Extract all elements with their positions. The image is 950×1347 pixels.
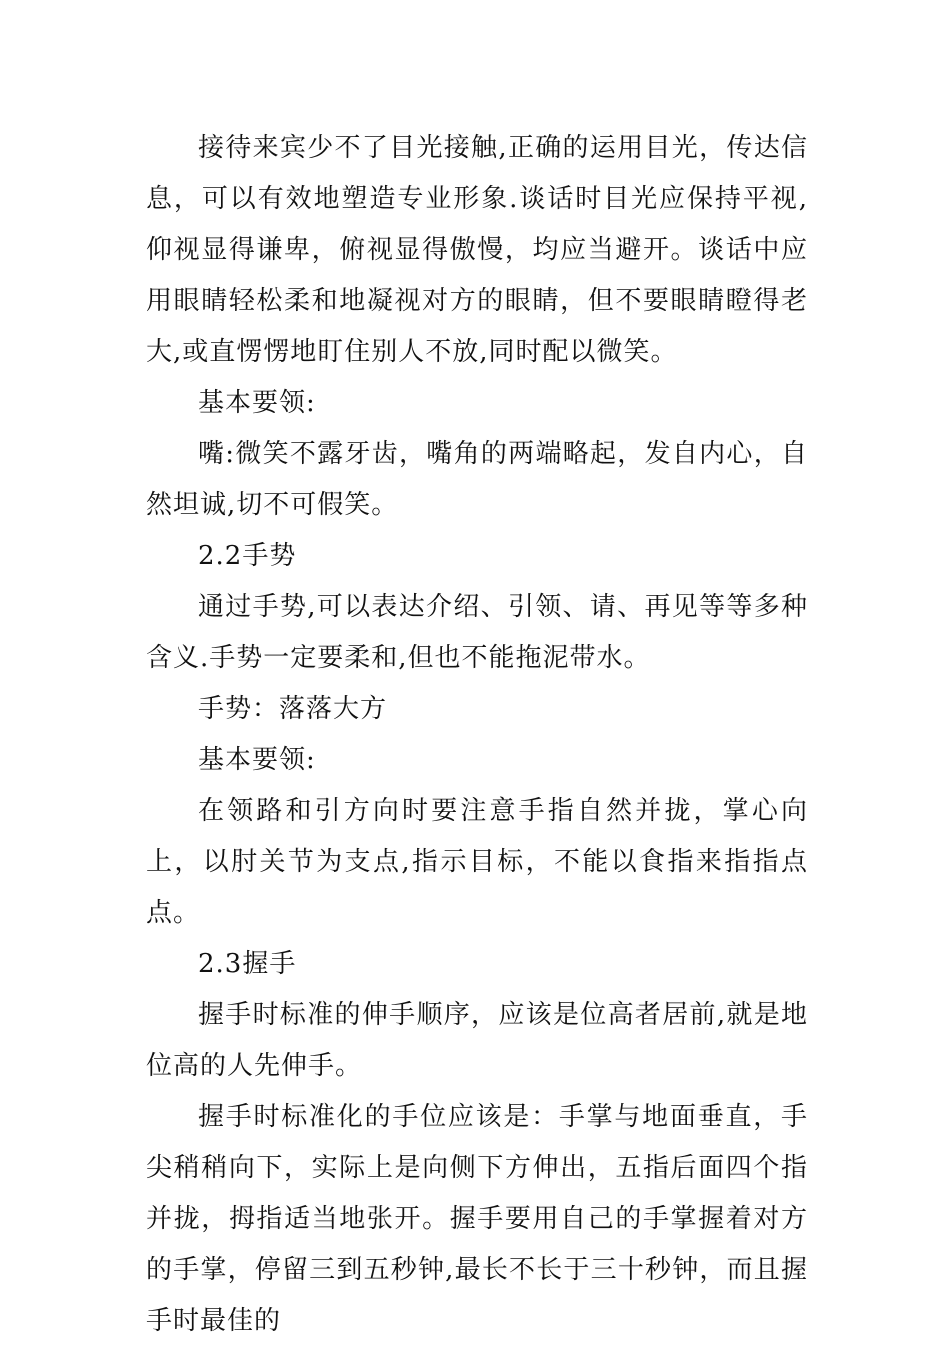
paragraph-eye-contact: 接待来宾少不了目光接触,正确的运用目光，传达信息，可以有效地塑造专业形象.谈话时目光应保持平视,仰视显得谦卑，俯视显得傲慢，均应当避开。谈话中应用眼睛轻松柔和地凝视对方的眼睛，但不要眼睛瞪得老大,或直愣愣地盯住别人不放,同时配以微笑。	[146, 133, 808, 367]
paragraph-basic-points-heading-2: 基本要领:	[198, 745, 316, 775]
paragraph-basic-points-heading: 基本要领:	[198, 388, 316, 418]
paragraph-handshake-order: 握手时标准的伸手顺序，应该是位高者居前,就是地位高的人先伸手。	[146, 1000, 808, 1081]
paragraph-handshake-position: 握手时标准化的手位应该是：手掌与地面垂直，手尖稍稍向下，实际上是向侧下方伸出，五指后面四个指并拢，拇指适当地张开。握手要用自己的手掌握着对方的手掌，停留三到五秒钟,最长不长于三十秒钟，而且握手时最佳的	[146, 1102, 808, 1336]
section-heading-handshake: 2.3握手	[198, 949, 297, 979]
paragraph-gesture-intro: 通过手势,可以表达介绍、引领、请、再见等等多种含义.手势一定要柔和,但也不能拖泥带水。	[146, 592, 808, 673]
paragraph-gesture-style: 手势：落落大方	[198, 694, 388, 724]
section-heading-gesture: 2.2手势	[198, 541, 297, 571]
document-body	[146, 123, 808, 1347]
paragraph-mouth-smile: 嘴:微笑不露牙齿，嘴角的两端略起，发自内心，自然坦诚,切不可假笑。	[146, 439, 808, 520]
paragraph-gesture-directions: 在领路和引方向时要注意手指自然并拢，掌心向上，以肘关节为支点,指示目标，不能以食指来指指点点。	[146, 796, 808, 928]
